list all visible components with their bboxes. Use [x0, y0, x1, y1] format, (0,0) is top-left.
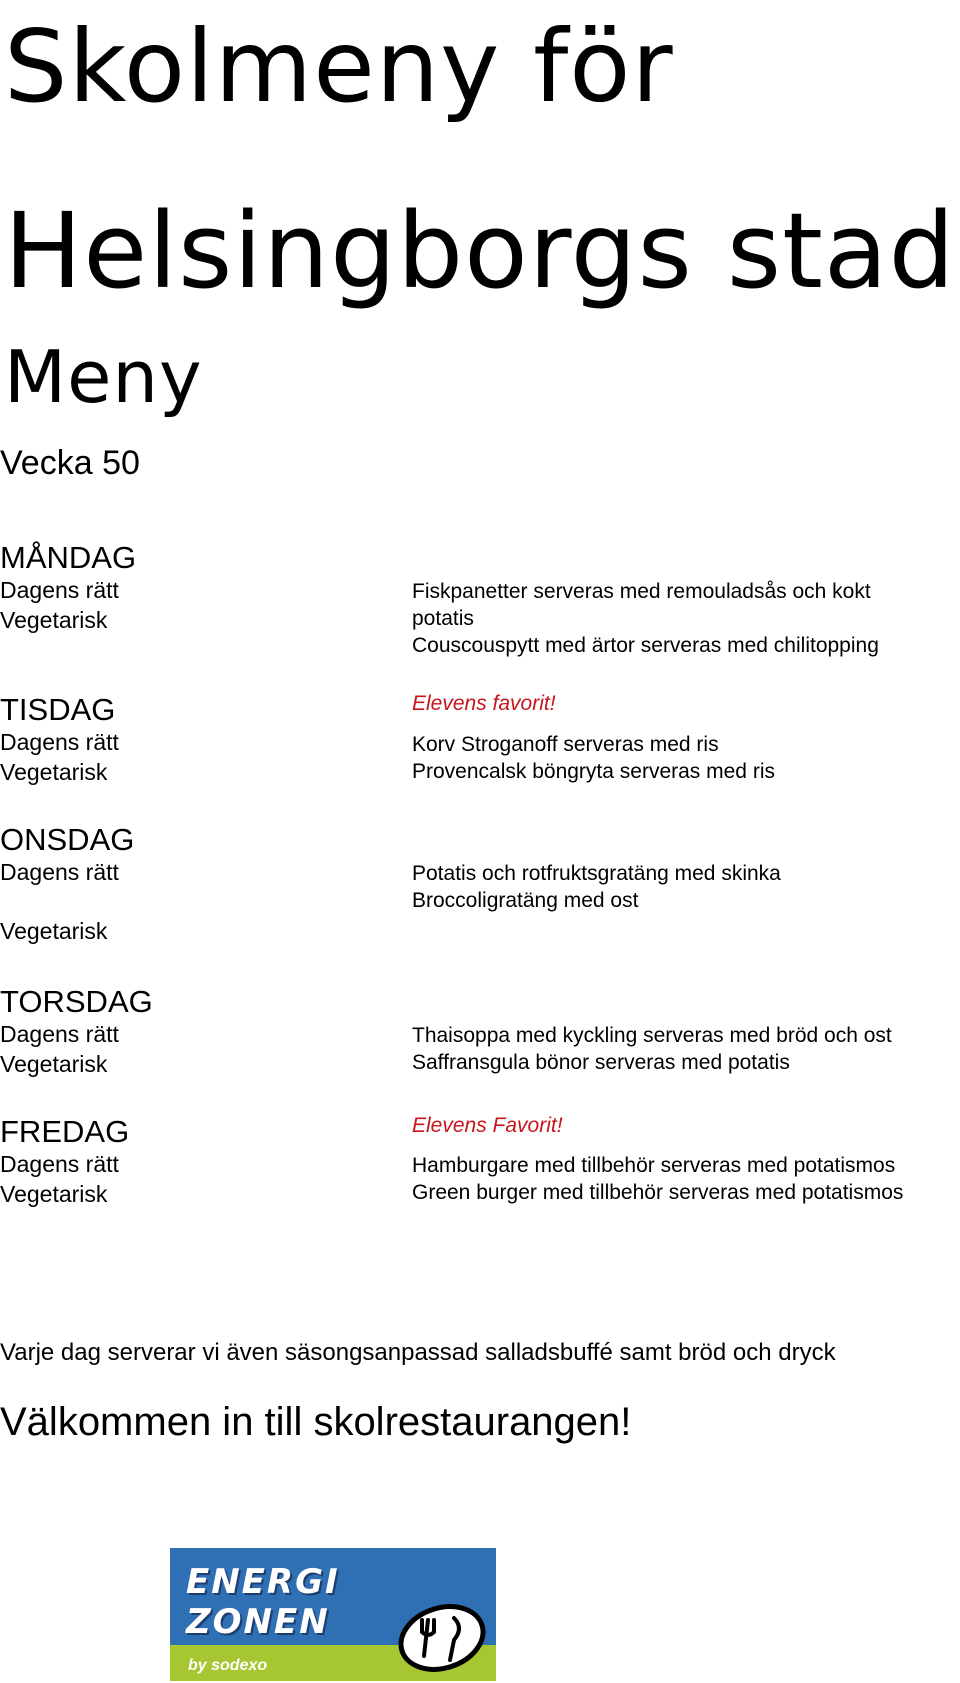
title-line-1: Skolmeny för: [4, 8, 674, 125]
menu-heading: Meny: [4, 335, 203, 419]
dish-veg: Saffransgula bönor serveras med potatis: [412, 1051, 790, 1074]
label-vegetarisk: Vegetarisk: [0, 759, 108, 785]
day-monday: [0, 540, 136, 635]
day-name: TORSDAG: [0, 984, 153, 1019]
label-dagens-ratt: Dagens rätt: [0, 1151, 119, 1177]
dish-veg: Couscouspytt med ärtor serveras med chilitopping: [412, 634, 879, 657]
dishes-thursday: [412, 1022, 892, 1076]
dishes-friday: [412, 1112, 903, 1206]
day-name: MÅNDAG: [0, 540, 137, 575]
favorite-badge: Elevens favorit!: [412, 692, 556, 715]
day-name: ONSDAG: [0, 822, 135, 857]
dish-veg: Green burger med tillbehör serveras med potatismos: [412, 1181, 904, 1204]
label-dagens-ratt: Dagens rätt: [0, 859, 119, 885]
label-vegetarisk: Vegetarisk: [0, 1051, 108, 1077]
title-line-2: Helsingborgs stad: [4, 190, 956, 312]
dishes-monday: [412, 578, 879, 659]
dish-veg: Broccoligratäng med ost: [412, 889, 639, 912]
dishes-wednesday: [412, 860, 781, 914]
welcome-message: Välkommen in till skolrestaurangen!: [0, 1400, 632, 1444]
label-vegetarisk: Vegetarisk: [0, 1181, 108, 1207]
dish-main: Potatis och rotfruktsgratäng med skinka: [412, 862, 781, 885]
day-thursday: [0, 984, 153, 1079]
dish-main: Fiskpanetter serveras med remouladsås och kokt: [412, 580, 871, 603]
energizonen-logo: [170, 1548, 496, 1681]
dish-main: Hamburgare med tillbehör serveras med potatismos: [412, 1154, 896, 1177]
day-wednesday: [0, 822, 134, 946]
label-dagens-ratt: Dagens rätt: [0, 729, 119, 755]
logo-text-energi: ENERGI: [186, 1562, 340, 1602]
label-vegetarisk: Vegetarisk: [0, 918, 108, 944]
day-name: TISDAG: [0, 692, 116, 727]
logo-byline: by sodexo: [188, 1657, 268, 1674]
label-dagens-ratt: Dagens rätt: [0, 1021, 119, 1047]
label-vegetarisk: Vegetarisk: [0, 607, 108, 633]
day-name: FREDAG: [0, 1114, 130, 1149]
dish-main-cont: potatis: [412, 607, 474, 630]
dish-veg: Provencalsk böngryta serveras med ris: [412, 760, 775, 783]
logo-text-zonen: ZONEN: [186, 1602, 330, 1642]
daily-info: Varje dag serverar vi även säsongsanpassad salladsbuffé samt bröd och dryck: [0, 1339, 836, 1366]
day-friday: [0, 1114, 129, 1209]
day-tuesday: [0, 692, 119, 787]
label-dagens-ratt: Dagens rätt: [0, 577, 119, 603]
dish-main: Korv Stroganoff serveras med ris: [412, 733, 719, 756]
plate-cutlery-icon: [392, 1598, 488, 1678]
favorite-badge: Elevens Favorit!: [412, 1114, 563, 1137]
week-label: Vecka 50: [0, 444, 140, 482]
dishes-tuesday: [412, 690, 775, 785]
dish-main: Thaisoppa med kyckling serveras med bröd och ost: [412, 1024, 892, 1047]
